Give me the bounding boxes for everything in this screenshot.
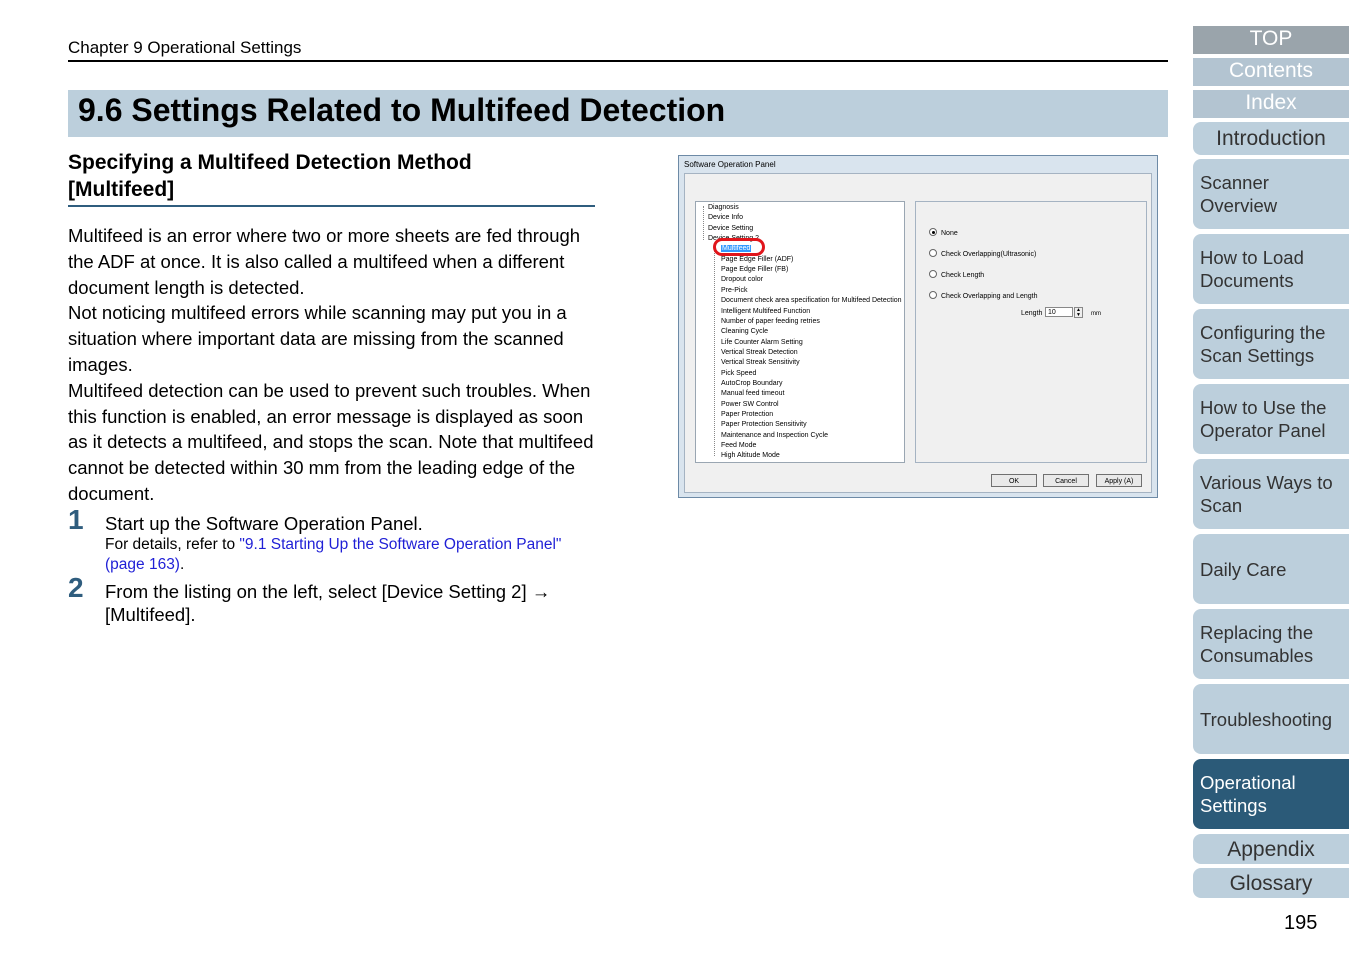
radio-selected-icon — [929, 228, 937, 236]
nav-various-ways-to-scan[interactable]: Various Ways to Scan — [1193, 459, 1349, 529]
option-check-overlapping[interactable] — [929, 249, 1036, 258]
tree-item[interactable]: Dropout color — [721, 276, 764, 284]
tree-item[interactable]: Manual feed timeout — [721, 390, 785, 398]
step-number: 2 — [68, 572, 84, 603]
tree-item[interactable]: Document check area specification for Multifeed Detection — [721, 297, 902, 305]
software-operation-panel-screenshot — [678, 155, 1158, 498]
length-input[interactable]: 10 — [1045, 307, 1073, 317]
tree-item[interactable]: Diagnosis — [708, 204, 739, 211]
radio-icon — [929, 291, 937, 299]
tree-item[interactable]: AutoCrop Boundary — [721, 379, 783, 387]
multifeed-highlight-ring — [713, 238, 765, 256]
nav-troubleshooting[interactable]: Troubleshooting — [1193, 684, 1349, 754]
step-text: From the listing on the left, select [Device Setting 2] → [Multifeed]. — [105, 581, 551, 625]
page-number: 195 — [1284, 912, 1318, 934]
step-detail-prefix: For details, refer to — [105, 536, 240, 553]
option-label: Check Overlapping(Ultrasonic) — [941, 251, 1037, 258]
option-label: Check Overlapping and Length — [941, 293, 1038, 300]
paragraph: Multifeed is an error where two or more sheets are fed through the ADF at once. It is also called a multifeed when a different document length is detected. — [68, 225, 581, 298]
tree-item[interactable]: Page Edge Filler (ADF) — [721, 255, 794, 263]
option-check-overlapping-and-length[interactable] — [929, 291, 1038, 300]
nav-configuring-scan-settings[interactable]: Configuring the Scan Settings — [1193, 309, 1349, 379]
tree-item[interactable]: Device Setting — [708, 224, 754, 232]
tree-item[interactable]: Paper Protection Sensitivity — [721, 421, 807, 429]
tree-item[interactable]: Feed Mode — [721, 442, 757, 450]
subheading-rule — [68, 205, 595, 207]
subheading — [68, 149, 595, 203]
nav-top-button[interactable]: TOP — [1193, 26, 1349, 54]
nav-how-to-load-documents[interactable]: How to Load Documents — [1193, 234, 1349, 304]
paragraph: Not noticing multifeed errors while scanning may put you in a situation where important data are missing from the scanned images. — [68, 302, 567, 375]
nav-how-to-use-operator-panel[interactable]: How to Use the Operator Panel — [1193, 384, 1349, 454]
subheading-line-1: Specifying a Multifeed Detection Method — [68, 151, 472, 174]
tree-item[interactable]: Multifeed — [722, 245, 751, 253]
tree-item[interactable]: Device Setting 2 — [708, 235, 759, 243]
ok-button[interactable]: OK — [991, 474, 1037, 487]
section-title-bar — [68, 90, 1168, 137]
header-rule — [68, 60, 1168, 62]
nav-scanner-overview[interactable]: Scanner Overview — [1193, 159, 1349, 229]
dialog-title: Software Operation Panel — [684, 160, 776, 169]
radio-icon — [929, 249, 937, 257]
nav-daily-care[interactable]: Daily Care — [1193, 534, 1349, 604]
apply-button[interactable]: Apply (A) — [1096, 474, 1142, 487]
tree-item[interactable]: Device Info — [708, 214, 744, 222]
nav-appendix[interactable]: Appendix — [1193, 834, 1349, 864]
tree-item[interactable]: Page Edge Filler (FB) — [721, 266, 789, 274]
tree-connector — [714, 246, 715, 456]
tree-item[interactable]: Power SW Control — [721, 400, 779, 408]
nav-replacing-consumables[interactable]: Replacing the Consumables — [1193, 609, 1349, 679]
tree-item[interactable]: Maintenance and Inspection Cycle — [721, 431, 829, 439]
option-none[interactable] — [929, 228, 958, 237]
nav-contents-button[interactable]: Contents — [1193, 58, 1349, 86]
length-unit: mm — [1091, 311, 1101, 317]
tree-item[interactable]: Vertical Streak Detection — [721, 348, 798, 356]
step-text: Start up the Software Operation Panel. — [105, 513, 423, 534]
step-detail-suffix: . — [179, 556, 185, 573]
multifeed-options-panel — [915, 201, 1147, 463]
tree-item[interactable]: Pre-Pick — [721, 286, 748, 294]
length-spinner-icon[interactable]: ▲ ▼ — [1074, 307, 1083, 318]
nav-introduction[interactable]: Introduction — [1193, 122, 1349, 155]
step-detail — [105, 535, 595, 575]
cancel-button[interactable]: Cancel — [1043, 474, 1089, 487]
section-title: 9.6 Settings Related to Multifeed Detection — [78, 92, 726, 128]
paragraph: Multifeed detection can be used to prevent such troubles. When this function is enabled, an error message is displayed as soon as it detects a multifeed, and stops the scan. Note that multifeed cannot be detected within 30 mm from the leading edge of the document. — [68, 379, 594, 504]
length-label: Length — [1021, 310, 1043, 317]
tree-item[interactable]: Cleaning Cycle — [721, 328, 769, 336]
step-number: 1 — [68, 504, 84, 535]
option-label: Check Length — [941, 272, 985, 279]
option-label: None — [941, 230, 958, 237]
tree-connector — [703, 206, 704, 240]
nav-operational-settings[interactable]: Operational Settings — [1193, 759, 1349, 829]
tree-item[interactable]: Vertical Streak Sensitivity — [721, 359, 800, 367]
nav-index-button[interactable]: Index — [1193, 90, 1349, 118]
tree-item[interactable]: Intelligent Multifeed Function — [721, 307, 811, 315]
tree-item[interactable]: Life Counter Alarm Setting — [721, 338, 803, 346]
chapter-header: Chapter 9 Operational Settings — [68, 38, 302, 57]
step-detail-link[interactable]: "9.1 Starting Up the Software Operation Panel" (page 163) — [105, 536, 562, 573]
subheading-line-2: [Multifeed] — [68, 178, 175, 201]
tree-item[interactable]: Number of paper feeding retries — [721, 317, 820, 325]
dialog-body — [684, 173, 1152, 493]
tree-item[interactable]: Pick Speed — [721, 369, 757, 377]
nav-glossary[interactable]: Glossary — [1193, 868, 1349, 898]
option-check-length[interactable] — [929, 270, 984, 279]
tree-item[interactable]: Paper Protection — [721, 411, 774, 418]
radio-icon — [929, 270, 937, 278]
body-text — [68, 223, 598, 507]
tree-item[interactable]: High Altitude Mode — [721, 452, 780, 460]
